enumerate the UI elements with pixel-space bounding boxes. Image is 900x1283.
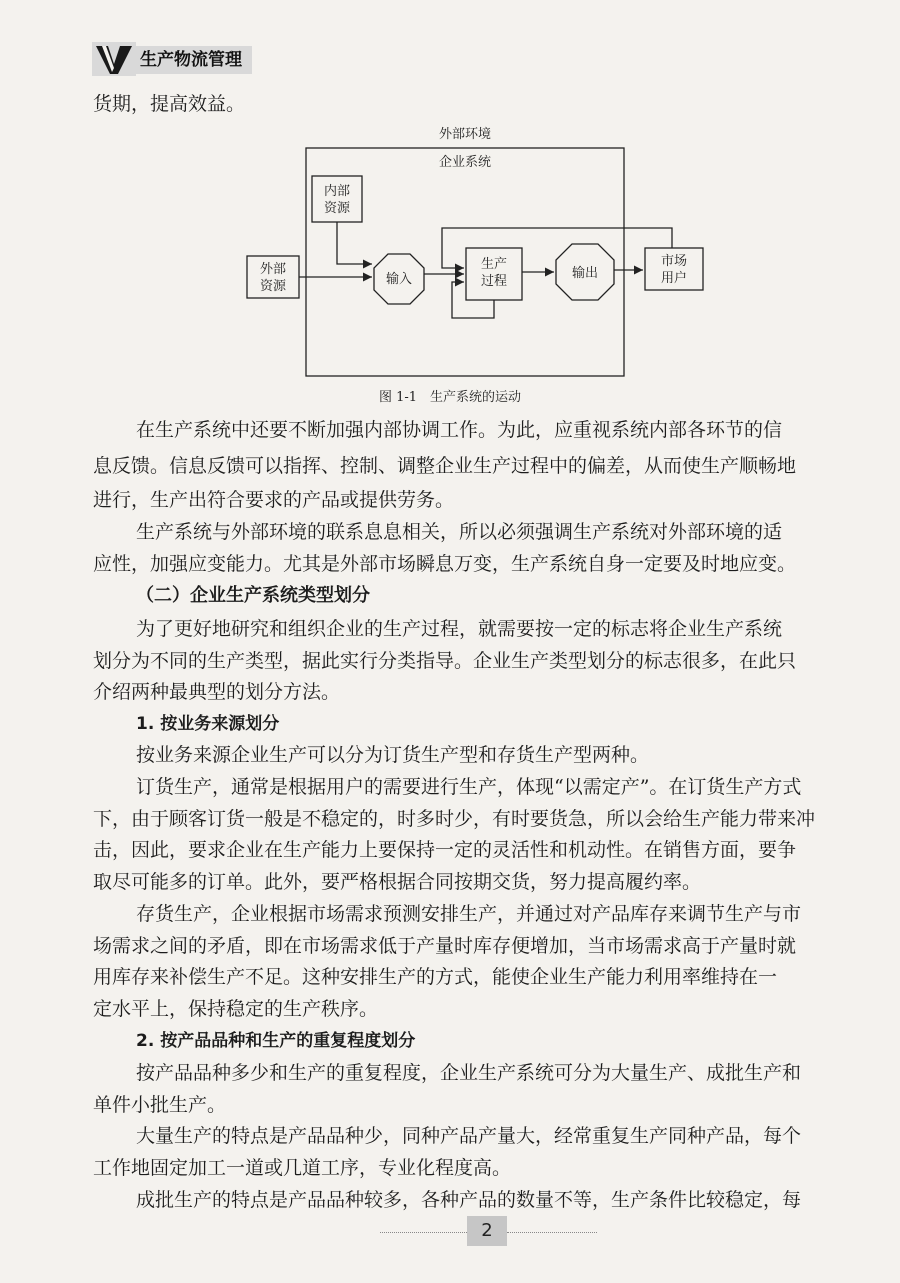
p1-line1: 在生产系统中还要不断加强内部协调工作。为此，应重视系统内部各环节的信 — [136, 419, 783, 441]
p5-line1: 订货生产，通常是根据用户的需要进行生产，体现“以需定产”。在订货生产方式 — [136, 776, 802, 798]
external-label-2: 资源 — [259, 279, 287, 294]
process-label-2: 过程 — [480, 274, 508, 289]
figure-caption: 图 1-1 生产系统的运动 — [378, 390, 522, 405]
p5-line4: 取尽可能多的订单。此外，要严格根据合同按期交货，努力提高履约率。 — [93, 871, 702, 893]
book-logo-icon — [92, 42, 136, 76]
market-label-2: 用户 — [660, 271, 688, 286]
production-system-diagram — [240, 122, 710, 380]
p2-line1: 生产系统与外部环境的联系息息相关，所以必须强调生产系统对外部环境的适 — [136, 521, 783, 543]
p4-line1: 按业务来源企业生产可以分为订货生产型和存货生产型两种。 — [136, 744, 650, 766]
intro-tail-text: 货期，提高效益。 — [93, 93, 246, 115]
subheading-1: 1. 按业务来源划分 — [136, 714, 280, 734]
running-header — [92, 42, 272, 76]
outer-environment-label: 外部环境 — [438, 127, 492, 142]
external-label-1: 外部 — [259, 262, 287, 277]
p5-line2: 下，由于顾客订货一般是不稳定的，时多时少，有时要货急，所以会给生产能力带来冲 — [93, 808, 816, 830]
market-label-1: 市场 — [660, 254, 688, 269]
p7-line2: 单件小批生产。 — [93, 1094, 227, 1116]
p6-line1: 存货生产，企业根据市场需求预测安排生产，并通过对产品库存来调节生产与市 — [136, 903, 802, 925]
subheading-2: 2. 按产品品种和生产的重复程度划分 — [136, 1031, 416, 1051]
p1-line3: 进行，生产出符合要求的产品或提供劳务。 — [93, 489, 455, 511]
process-label-1: 生产 — [480, 257, 508, 272]
header-title: 生产物流管理 — [136, 46, 252, 74]
p7-line1: 按产品品种多少和生产的重复程度，企业生产系统可分为大量生产、成批生产和 — [136, 1062, 802, 1084]
internal-to-input-arrow — [337, 222, 372, 264]
output-label: 输出 — [571, 266, 599, 281]
p5-line3: 击，因此，要求企业在生产能力上要保持一定的灵活性和机动性。在销售方面，要争 — [93, 839, 797, 861]
p8-line2: 工作地固定加工一道或几道工序，专业化程度高。 — [93, 1157, 512, 1179]
p3-line2: 划分为不同的生产类型，据此实行分类指导。企业生产类型划分的标志很多，在此只 — [93, 650, 797, 672]
input-label: 输入 — [385, 272, 413, 287]
enterprise-system-label: 企业系统 — [438, 155, 492, 170]
internal-label-2: 资源 — [323, 201, 351, 216]
p6-line4: 定水平上，保持稳定的生产秩序。 — [93, 998, 379, 1020]
p6-line2: 场需求之间的矛盾，即在市场需求低于产量时库存便增加，当市场需求高于产量时就 — [93, 935, 797, 957]
section-heading: （二）企业生产系统类型划分 — [136, 585, 370, 606]
p9-line1: 成批生产的特点是产品品种较多，各种产品的数量不等，生产条件比较稳定，每 — [136, 1189, 802, 1211]
footer-rule-left — [380, 1232, 467, 1234]
enterprise-system-box — [306, 148, 624, 376]
p2-line2: 应性，加强应变能力。尤其是外部市场瞬息万变，生产系统自身一定要及时地应变。 — [93, 553, 797, 575]
p3-line3: 介绍两种最典型的划分方法。 — [93, 681, 341, 703]
p1-line2: 息反馈。信息反馈可以指挥、控制、调整企业生产过程中的偏差，从而使生产顺畅地 — [93, 455, 797, 477]
internal-label-1: 内部 — [323, 184, 351, 199]
p6-line3: 用库存来补偿生产不足。这种安排生产的方式，能使企业生产能力利用率维持在一 — [93, 966, 778, 988]
p8-line1: 大量生产的特点是产品品种少，同种产品产量大，经常重复生产同种产品，每个 — [136, 1125, 802, 1147]
footer-rule-right — [507, 1232, 597, 1234]
page-number: 2 — [467, 1216, 507, 1246]
p3-line1: 为了更好地研究和组织企业的生产过程，就需要按一定的标志将企业生产系统 — [136, 618, 783, 640]
